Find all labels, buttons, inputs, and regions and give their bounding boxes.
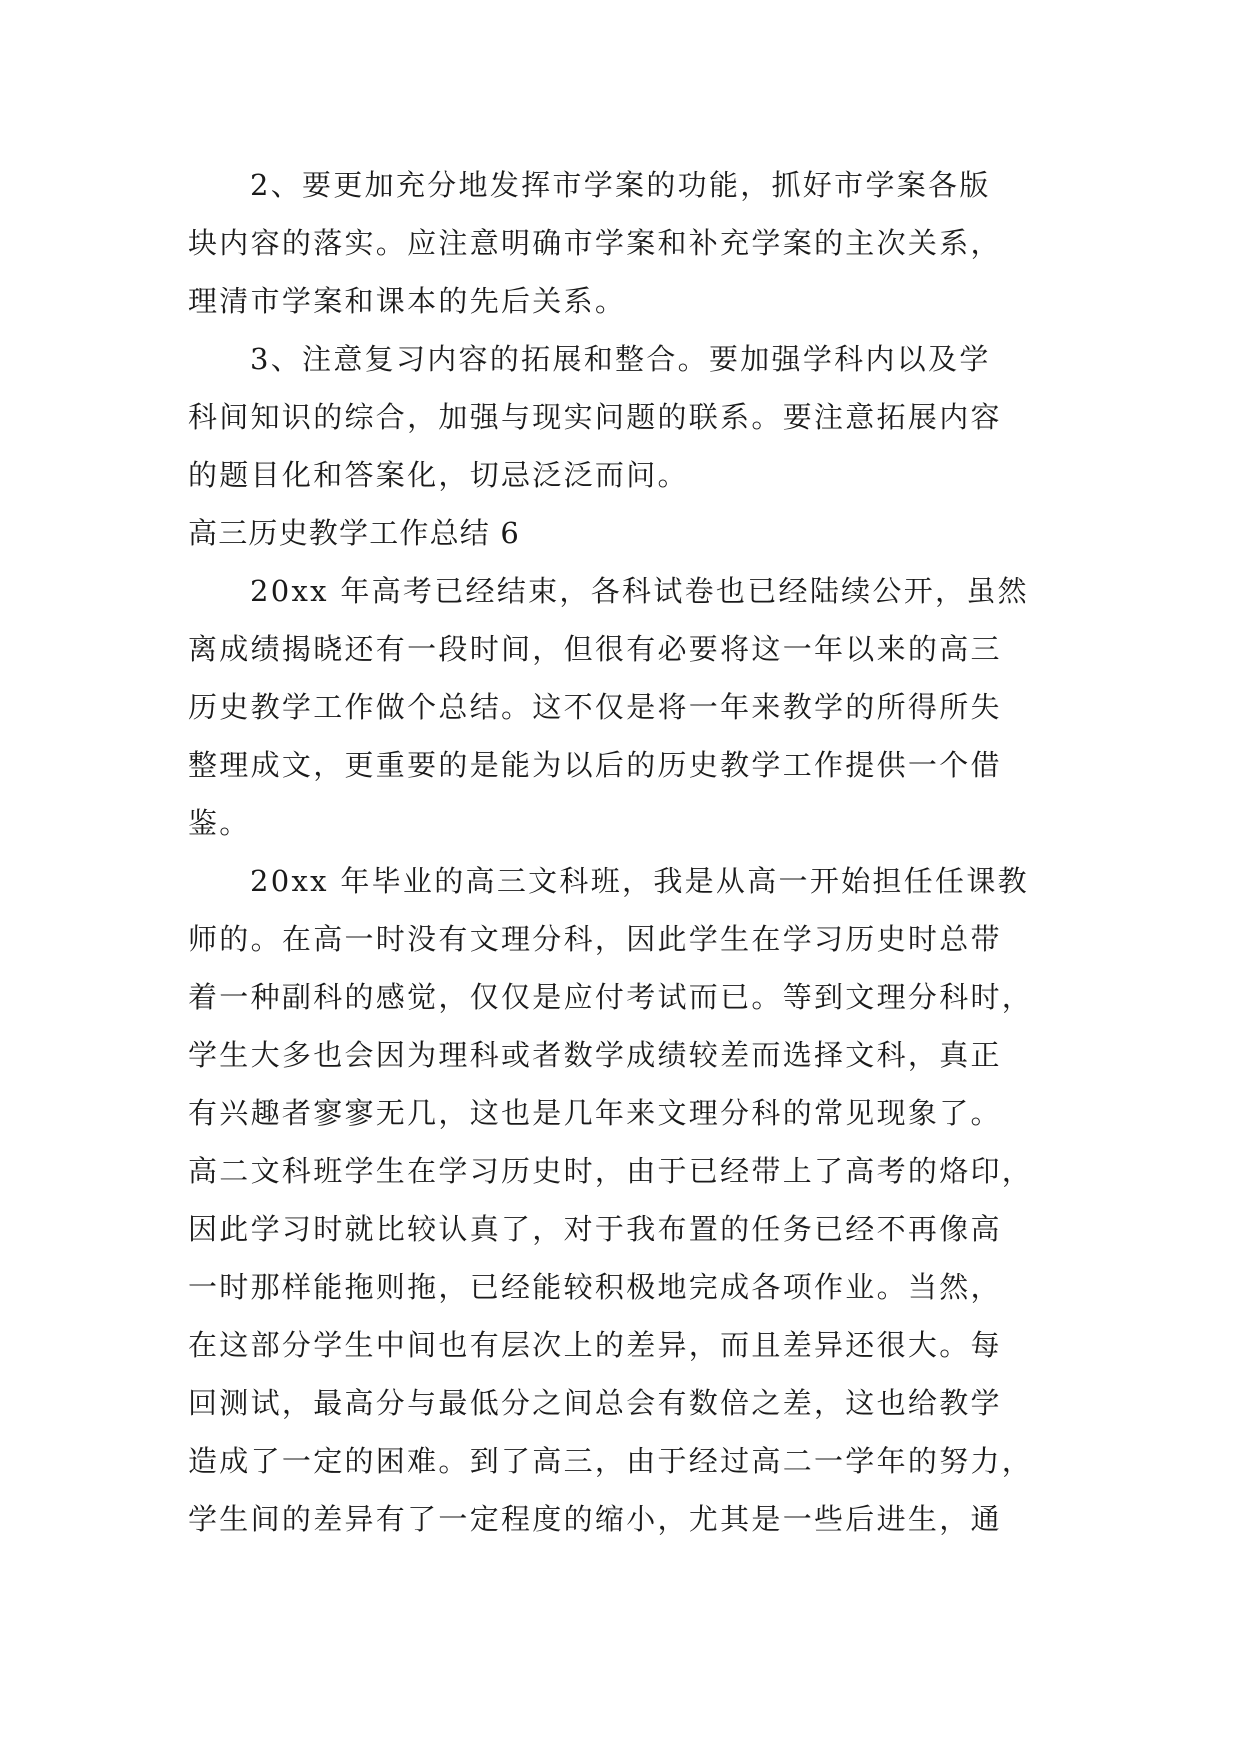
text-line: 鉴。	[188, 806, 251, 840]
text-line: 整理成文，更重要的是能为以后的历史教学工作提供一个借	[188, 748, 1002, 782]
text-line: 科间知识的综合，加强与现实问题的联系。要注意拓展内容	[188, 400, 1002, 434]
text-line: 历史教学工作做个总结。这不仅是将一年来教学的所得所失	[188, 690, 1002, 724]
text-line: 有兴趣者寥寥无几，这也是几年来文理分科的常见现象了。	[188, 1096, 1002, 1130]
text-line: 的题目化和答案化，切忌泛泛而问。	[188, 458, 689, 492]
text-line: 学生大多也会因为理科或者数学成绩较差而选择文科，真正	[188, 1038, 1002, 1072]
text-line: 造成了一定的困难。到了高三，由于经过高二一学年的努力，	[188, 1444, 1034, 1478]
text-line: 学生间的差异有了一定程度的缩小，尤其是一些后进生，通	[188, 1502, 1002, 1536]
text-line: 一时那样能拖则拖，已经能较积极地完成各项作业。当然，	[188, 1270, 1002, 1304]
text-line: 离成绩揭晓还有一段时间，但很有必要将这一年以来的高三	[188, 632, 1002, 666]
text-line: 块内容的落实。应注意明确市学案和补充学案的主次关系，	[188, 226, 1002, 260]
text-line: 着一种副科的感觉，仅仅是应付考试而已。等到文理分科时，	[188, 980, 1034, 1014]
section-heading: 高三历史教学工作总结 6	[188, 516, 521, 550]
text-line: 2、要更加充分地发挥市学案的功能，抓好市学案各版	[250, 168, 991, 202]
text-line: 回测试，最高分与最低分之间总会有数倍之差，这也给教学	[188, 1386, 1002, 1420]
text-line: 20xx 年毕业的高三文科班，我是从高一开始担任任课教	[250, 864, 1029, 898]
text-line: 师的。在高一时没有文理分科，因此学生在学习历史时总带	[188, 922, 1002, 956]
text-line: 高二文科班学生在学习历史时，由于已经带上了高考的烙印，	[188, 1154, 1034, 1188]
text-line: 在这部分学生中间也有层次上的差异，而且差异还很大。每	[188, 1328, 1002, 1362]
text-line: 20xx 年高考已经结束，各科试卷也已经陆续公开，虽然	[250, 574, 1029, 608]
text-line: 理清市学案和课本的先后关系。	[188, 284, 627, 318]
document-body	[188, 156, 1088, 1548]
text-line: 3、注意复习内容的拓展和整合。要加强学科内以及学	[250, 342, 991, 376]
text-line: 因此学习时就比较认真了，对于我布置的任务已经不再像高	[188, 1212, 1002, 1246]
